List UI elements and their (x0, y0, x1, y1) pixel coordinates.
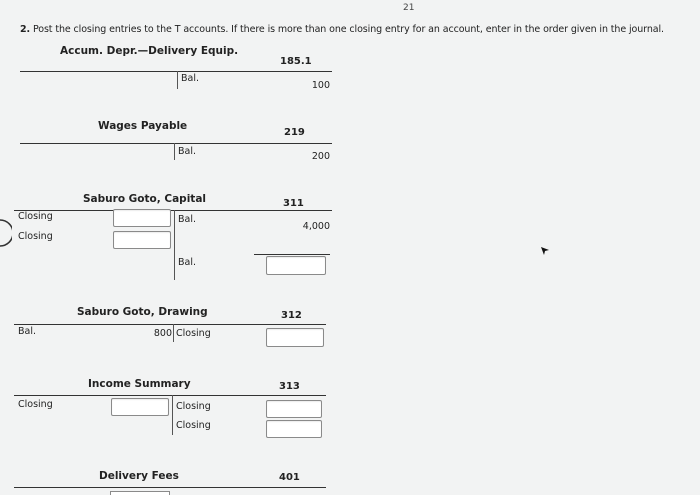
t-account-top-line (14, 487, 326, 488)
t-account-top-line (14, 210, 332, 211)
right-label: Bal. (181, 73, 199, 84)
account-title: Delivery Fees (99, 470, 179, 482)
balance-rule (254, 254, 330, 255)
account-title: Income Summary (88, 378, 191, 390)
circle-fragment-icon (0, 218, 12, 248)
right-label: Bal. (178, 214, 196, 225)
account-number: 313 (279, 381, 300, 392)
right-label: Closing (176, 328, 211, 339)
t-account-top-line (20, 143, 332, 144)
balance-label: Bal. (178, 257, 196, 268)
t-account-top-line (20, 71, 332, 72)
t-account-divider (173, 324, 174, 342)
t-account-divider (177, 71, 178, 89)
account-title: Accum. Depr.—Delivery Equip. (60, 45, 239, 57)
t-account-top-line (14, 324, 326, 325)
account-number: 311 (283, 198, 304, 209)
left-label: Closing (18, 399, 53, 410)
instruction-number: 2. (20, 24, 31, 35)
account-title: Saburo Goto, Drawing (77, 306, 208, 318)
t-account-divider (172, 395, 173, 435)
closing-amount-input-right-2[interactable] (266, 420, 322, 438)
page-number: 21 (403, 3, 415, 13)
closing-amount-input-2[interactable] (113, 231, 171, 249)
account-number: 219 (284, 127, 305, 138)
account-number: 401 (279, 472, 300, 483)
t-account-divider (174, 143, 175, 160)
closing-amount-input-1[interactable] (113, 209, 171, 227)
account-title: Saburo Goto, Capital (83, 193, 207, 205)
account-number: 312 (281, 310, 302, 321)
balance-amount-input[interactable] (266, 256, 326, 275)
left-value: 800 (153, 328, 172, 339)
right-value: 100 (311, 80, 330, 91)
t-account-divider (174, 210, 175, 280)
right-value: 200 (311, 151, 330, 162)
mouse-cursor-icon (540, 246, 550, 256)
amount-input-partial[interactable] (110, 491, 170, 495)
left-label-closing-1: Closing (18, 211, 53, 222)
right-label: Bal. (178, 146, 196, 157)
instruction-text: Post the closing entries to the T accounts. If there is more than one closing entry for an account, enter in the order given in the journal. (32, 24, 664, 35)
right-value: 4,000 (302, 221, 330, 232)
t-account-top-line (14, 395, 326, 396)
left-label: Bal. (18, 326, 36, 337)
account-title: Wages Payable (98, 120, 188, 132)
account-number: 185.1 (280, 56, 312, 67)
right-label-closing-2: Closing (176, 420, 211, 431)
closing-amount-input-right-1[interactable] (266, 400, 322, 418)
closing-amount-input-left[interactable] (111, 398, 169, 416)
right-label-closing-1: Closing (176, 401, 211, 412)
instruction (20, 24, 664, 35)
closing-amount-input[interactable] (266, 328, 324, 347)
left-label-closing-2: Closing (18, 231, 53, 242)
